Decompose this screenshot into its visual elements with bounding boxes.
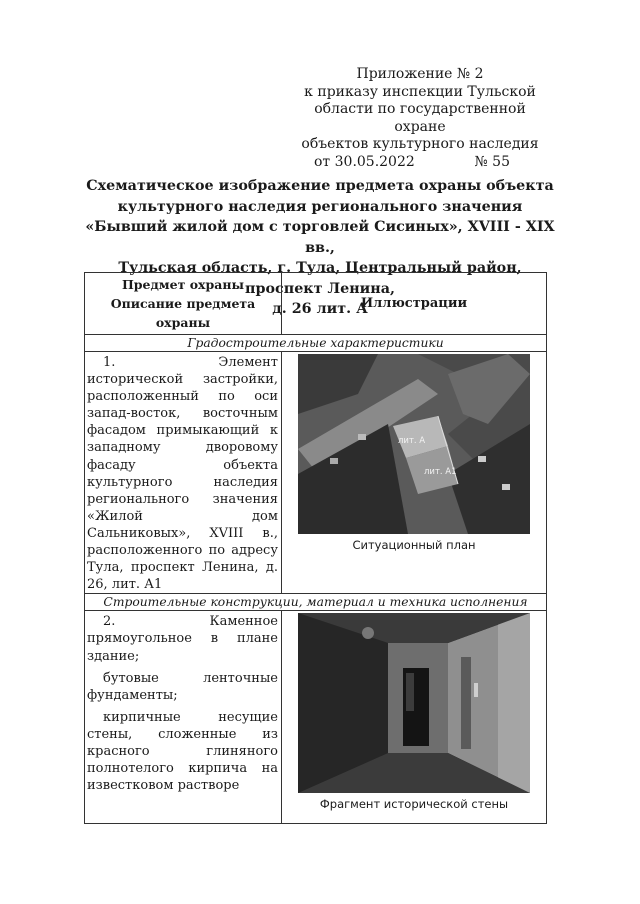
title-line: «Бывший жилой дом с торговлей Сисиных», XVIII - XIX вв., [85,219,555,256]
order-number: № 55 [474,153,510,170]
section-heading: Строительные конструкции, материал и техника исполнения [85,594,547,611]
header-left-line2: Описание предмета охраны [110,296,256,330]
section-heading-row [85,335,547,352]
appendix-title: Приложение № 2 [356,66,484,82]
illustration-cell [282,352,547,594]
label-lit-a: лит. А [398,436,426,446]
protection-subject-table [84,272,547,824]
appendix-line: объектов культурного наследия [301,136,539,152]
table-row [85,352,547,594]
situational-plan-image [298,354,530,534]
corridor-photo [298,613,530,793]
appendix-line: к приказу инспекции Тульской [304,83,536,100]
appendix-header [300,66,540,171]
header-right: Иллюстрации [282,273,547,335]
order-date: от 30.05.2022 [314,153,415,170]
description-cell [85,611,282,824]
header-left-line1: Предмет охраны [121,277,245,292]
description-paragraph: бутовые ленточные фундаменты; [87,670,278,703]
description-paragraph: 2. Каменное прямоугольное в плане здание; [87,614,278,664]
section-heading: Градостроительные характеристики [85,335,547,352]
illustration-cell [282,611,547,824]
description-text: 1. Элемент исторической застройки, расположенный по оси запад-восток, восточным фасадом примыкающий к западному дворовому фасаду объекта культурного наследия регионального значения «Жилой дом Сальниковых», XVIII в., расположенного по адресу Тула, проспект Ленина, д. 26, лит. А1 [87,355,278,593]
header-left [85,273,282,335]
aerial-photo [298,354,530,534]
historic-wall-image [298,613,530,793]
label-lit-a1: лит. А1 [424,467,457,477]
section-heading-row [85,594,547,611]
title-line: д. 26 лит. А [272,301,368,317]
title-line: Схематическое изображение предмета охраны объекта [86,178,554,194]
appendix-date-row [300,154,540,172]
appendix-line: области по государственной охране [314,101,526,135]
title-line: Тульская область, г. Тула, Центральный район, проспект Ленина, [118,260,522,297]
image-caption: Фрагмент исторической стены [319,797,509,812]
description-cell [85,352,282,594]
table-header-row [85,273,547,335]
description-paragraph: кирпичные несущие стены, сложенные из красного глиняного полнотелого кирпича на известковом растворе [87,709,278,794]
image-caption: Ситуационный план [352,538,476,552]
title-line: культурного наследия регионального значения [117,198,523,215]
table-row [85,611,547,824]
